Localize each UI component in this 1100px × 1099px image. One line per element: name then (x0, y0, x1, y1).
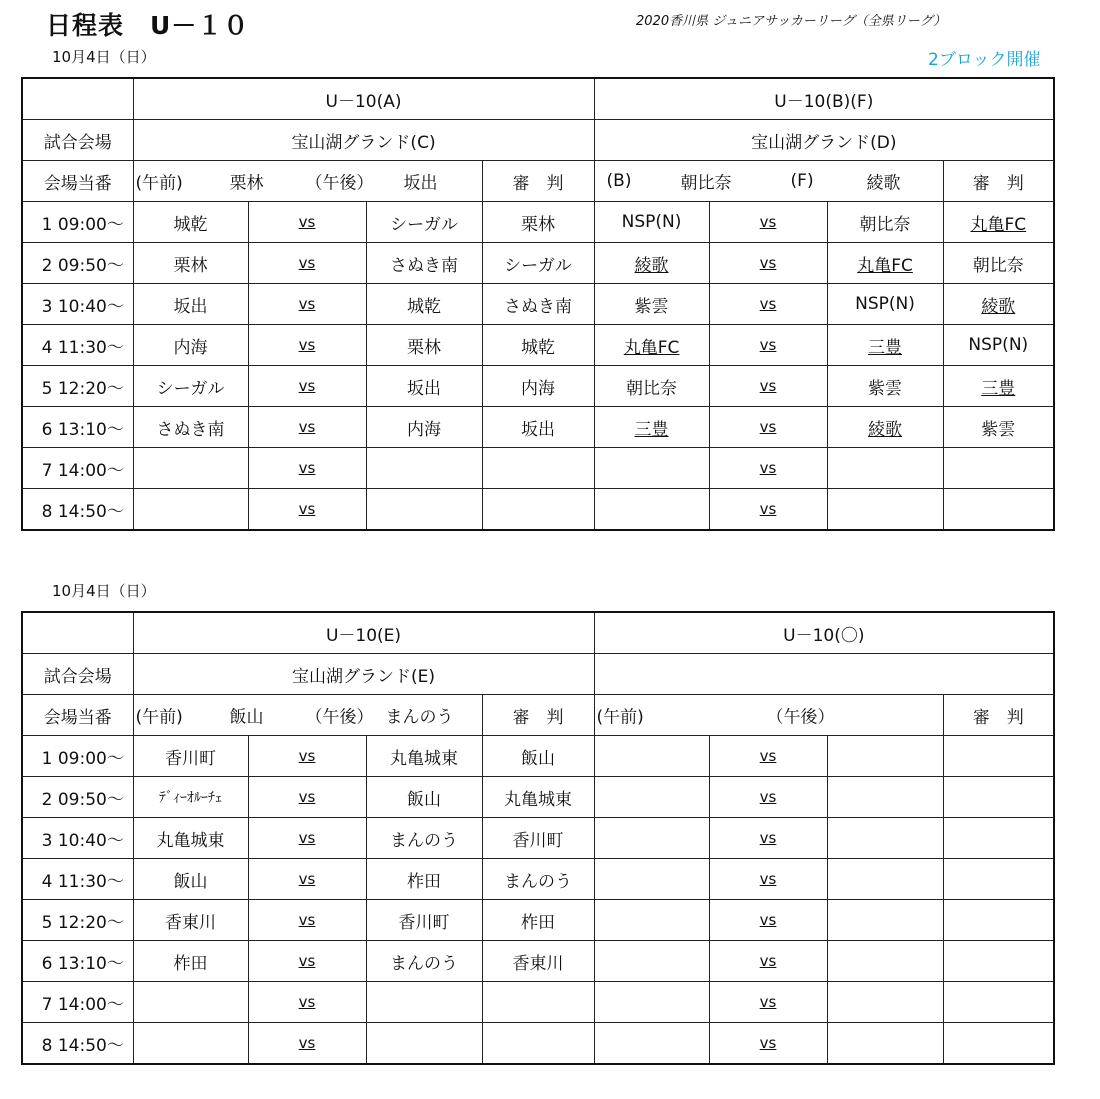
referee-team: まんのう (482, 859, 594, 900)
corner-cell (22, 78, 133, 120)
home-team (594, 941, 709, 982)
f-label: (F) (790, 171, 814, 191)
b-team: 朝比奈 (680, 173, 732, 194)
block-title-e: U－10(E) (133, 612, 594, 654)
vs-text: vs (759, 747, 777, 765)
vs-text: vs (298, 254, 316, 272)
referee-team: 朝比奈 (943, 243, 1054, 284)
pm-label: （午後） (766, 707, 835, 728)
home-team: 丸亀城東 (133, 818, 248, 859)
table-row (22, 243, 1054, 284)
away-team: 城乾 (366, 284, 482, 325)
duty-label: 会場当番 (22, 161, 133, 202)
away-team: NSP(N) (827, 284, 943, 325)
home-team: 朝比奈 (594, 366, 709, 407)
home-team (133, 1023, 248, 1065)
home-team (594, 900, 709, 941)
vs-text: vs (298, 870, 316, 888)
time-slot: 8 14:50～ (22, 489, 133, 531)
referee-team: 栗林 (482, 202, 594, 243)
table-row (22, 982, 1054, 1023)
am-team: 栗林 (229, 173, 264, 194)
referee-team: 香川町 (482, 818, 594, 859)
duty-bf (594, 161, 943, 202)
corner-cell (22, 612, 133, 654)
away-team: 柞田 (366, 859, 482, 900)
time-slot: 3 10:40～ (22, 284, 133, 325)
away-team: 坂出 (366, 366, 482, 407)
venue-e: 宝山湖グランド(E) (133, 654, 594, 695)
home-team (133, 448, 248, 489)
away-team: 紫雲 (827, 366, 943, 407)
vs-text: vs (759, 911, 777, 929)
time-slot: 1 09:00～ (22, 736, 133, 777)
vs-label (248, 448, 366, 489)
home-team (594, 777, 709, 818)
home-team: 城乾 (133, 202, 248, 243)
referee-team (943, 448, 1054, 489)
table-row (22, 284, 1054, 325)
home-team: 綾歌 (594, 243, 709, 284)
venue-bf: 宝山湖グランド(D) (594, 120, 1054, 161)
vs-text: vs (298, 377, 316, 395)
table-row (22, 777, 1054, 818)
schedule-table-bottom (21, 611, 1055, 1065)
vs-text: vs (759, 1034, 777, 1052)
home-team: ﾃﾞｨｰｵﾙｰﾁｪ (133, 777, 248, 818)
vs-text: vs (298, 1034, 316, 1052)
away-team (366, 489, 482, 531)
vs-label (709, 325, 827, 366)
away-team (827, 859, 943, 900)
duty-label: 会場当番 (22, 695, 133, 736)
away-team (827, 818, 943, 859)
vs-label (709, 777, 827, 818)
block-title-a: U－10(A) (133, 78, 594, 120)
vs-label (709, 489, 827, 531)
table-row (22, 900, 1054, 941)
referee-team: 香東川 (482, 941, 594, 982)
date-bottom: 10月4日（日） (52, 582, 156, 600)
venue-o (594, 654, 1054, 695)
pm-team: まんのう (385, 707, 454, 728)
referee-team (943, 941, 1054, 982)
block-title-o: U－10(〇) (594, 612, 1054, 654)
time-slot: 6 13:10～ (22, 407, 133, 448)
referee-header: 審 判 (482, 161, 594, 202)
duty-o (594, 695, 943, 736)
vs-label (248, 407, 366, 448)
vs-text: vs (298, 829, 316, 847)
away-team: 飯山 (366, 777, 482, 818)
away-team (827, 982, 943, 1023)
referee-team: 内海 (482, 366, 594, 407)
vs-label (248, 284, 366, 325)
away-team: 朝比奈 (827, 202, 943, 243)
away-team (827, 736, 943, 777)
away-team: 香川町 (366, 900, 482, 941)
venue-a: 宝山湖グランド(C) (133, 120, 594, 161)
referee-team: 丸亀FC (943, 202, 1054, 243)
home-team: NSP(N) (594, 202, 709, 243)
f-team: 綾歌 (866, 173, 901, 194)
away-team: 丸亀城東 (366, 736, 482, 777)
referee-team (943, 859, 1054, 900)
home-team (133, 982, 248, 1023)
referee-header: 審 判 (943, 161, 1054, 202)
away-team: 内海 (366, 407, 482, 448)
home-team: 内海 (133, 325, 248, 366)
time-slot: 2 09:50～ (22, 777, 133, 818)
table-row (22, 736, 1054, 777)
away-team: まんのう (366, 818, 482, 859)
home-team (594, 736, 709, 777)
referee-team: 紫雲 (943, 407, 1054, 448)
referee-team: 三豊 (943, 366, 1054, 407)
vs-text: vs (298, 911, 316, 929)
vs-text: vs (759, 993, 777, 1011)
away-team (827, 777, 943, 818)
home-team: シーガル (133, 366, 248, 407)
away-team (827, 489, 943, 531)
referee-team: 柞田 (482, 900, 594, 941)
referee-header: 審 判 (943, 695, 1054, 736)
away-team: さぬき南 (366, 243, 482, 284)
am-label: (午前) (596, 707, 644, 728)
vs-text: vs (298, 213, 316, 231)
table-row (22, 325, 1054, 366)
away-team (827, 941, 943, 982)
league-name: 2020香川県 ジュニアサッカーリーグ（全県リーグ） (636, 14, 947, 29)
home-team (133, 489, 248, 531)
referee-team: 坂出 (482, 407, 594, 448)
away-team (827, 448, 943, 489)
home-team: さぬき南 (133, 407, 248, 448)
vs-label (709, 284, 827, 325)
away-team (366, 448, 482, 489)
table-row (22, 859, 1054, 900)
duty-e (133, 695, 482, 736)
away-team: 三豊 (827, 325, 943, 366)
vs-label (248, 941, 366, 982)
referee-team (943, 777, 1054, 818)
referee-team (482, 448, 594, 489)
time-slot: 3 10:40～ (22, 818, 133, 859)
home-team (594, 818, 709, 859)
time-slot: 4 11:30～ (22, 859, 133, 900)
time-slot: 5 12:20～ (22, 900, 133, 941)
away-team: シーガル (366, 202, 482, 243)
vs-text: vs (759, 377, 777, 395)
vs-text: vs (759, 952, 777, 970)
vs-text: vs (759, 336, 777, 354)
away-team (827, 900, 943, 941)
am-label: (午前) (135, 707, 183, 728)
home-team (594, 489, 709, 531)
am-label: (午前) (135, 173, 183, 194)
home-team (594, 982, 709, 1023)
home-team: 丸亀FC (594, 325, 709, 366)
referee-header: 審 判 (482, 695, 594, 736)
table-row (22, 366, 1054, 407)
referee-team: シーガル (482, 243, 594, 284)
vs-text: vs (759, 254, 777, 272)
vs-text: vs (759, 459, 777, 477)
vs-label (248, 982, 366, 1023)
vs-text: vs (759, 418, 777, 436)
home-team: 坂出 (133, 284, 248, 325)
page-title: 日程表 U－１０ (46, 11, 250, 40)
vs-label (709, 736, 827, 777)
vs-label (709, 941, 827, 982)
vs-label (709, 982, 827, 1023)
home-team (594, 1023, 709, 1065)
referee-team (482, 1023, 594, 1065)
vs-label (709, 859, 827, 900)
referee-team (943, 900, 1054, 941)
referee-team (943, 1023, 1054, 1065)
time-slot: 2 09:50～ (22, 243, 133, 284)
vs-text: vs (298, 993, 316, 1011)
vs-label (709, 448, 827, 489)
blocks-note: 2ブロック開催 (928, 50, 1041, 70)
vs-text: vs (298, 459, 316, 477)
away-team (366, 1023, 482, 1065)
duty-a (133, 161, 482, 202)
vs-label (709, 366, 827, 407)
table-row (22, 202, 1054, 243)
vs-label (248, 859, 366, 900)
vs-label (709, 818, 827, 859)
time-slot: 4 11:30～ (22, 325, 133, 366)
away-team (827, 1023, 943, 1065)
referee-team (943, 489, 1054, 531)
vs-text: vs (759, 870, 777, 888)
vs-label (248, 243, 366, 284)
referee-team: 綾歌 (943, 284, 1054, 325)
away-team: 丸亀FC (827, 243, 943, 284)
home-team: 栗林 (133, 243, 248, 284)
referee-team (943, 818, 1054, 859)
vs-label (248, 736, 366, 777)
referee-team: 丸亀城東 (482, 777, 594, 818)
time-slot: 7 14:00～ (22, 982, 133, 1023)
referee-team (482, 982, 594, 1023)
away-team: 栗林 (366, 325, 482, 366)
vs-label (248, 1023, 366, 1065)
vs-text: vs (298, 788, 316, 806)
referee-team: さぬき南 (482, 284, 594, 325)
vs-text: vs (759, 500, 777, 518)
vs-label (248, 818, 366, 859)
referee-team: 城乾 (482, 325, 594, 366)
vs-label (709, 202, 827, 243)
pm-label: （午後） (305, 173, 374, 194)
home-team (594, 859, 709, 900)
time-slot: 1 09:00～ (22, 202, 133, 243)
block-title-bf: U－10(B)(F) (594, 78, 1054, 120)
pm-team: 坂出 (403, 173, 438, 194)
away-team (366, 982, 482, 1023)
away-team: まんのう (366, 941, 482, 982)
venue-label: 試合会場 (22, 654, 133, 695)
home-team: 香東川 (133, 900, 248, 941)
vs-label (709, 243, 827, 284)
vs-label (248, 489, 366, 531)
home-team: 柞田 (133, 941, 248, 982)
away-team: 綾歌 (827, 407, 943, 448)
vs-text: vs (759, 213, 777, 231)
home-team: 飯山 (133, 859, 248, 900)
table-row (22, 489, 1054, 531)
vs-text: vs (298, 418, 316, 436)
vs-label (709, 407, 827, 448)
home-team: 三豊 (594, 407, 709, 448)
pm-label: （午後） (305, 707, 374, 728)
home-team: 香川町 (133, 736, 248, 777)
vs-label (709, 900, 827, 941)
table-row (22, 818, 1054, 859)
time-slot: 6 13:10～ (22, 941, 133, 982)
vs-text: vs (298, 336, 316, 354)
vs-label (248, 366, 366, 407)
venue-label: 試合会場 (22, 120, 133, 161)
time-slot: 8 14:50～ (22, 1023, 133, 1065)
referee-team (943, 982, 1054, 1023)
vs-label (709, 1023, 827, 1065)
date-top: 10月4日（日） (52, 48, 156, 66)
vs-label (248, 202, 366, 243)
home-team (594, 448, 709, 489)
vs-text: vs (298, 295, 316, 313)
time-slot: 5 12:20～ (22, 366, 133, 407)
referee-team: NSP(N) (943, 325, 1054, 366)
referee-team: 飯山 (482, 736, 594, 777)
vs-text: vs (759, 295, 777, 313)
am-team: 飯山 (229, 707, 264, 728)
vs-text: vs (759, 829, 777, 847)
vs-text: vs (298, 500, 316, 518)
vs-label (248, 900, 366, 941)
vs-text: vs (759, 788, 777, 806)
vs-text: vs (298, 747, 316, 765)
table-row (22, 941, 1054, 982)
table-row (22, 448, 1054, 489)
schedule-table-top (21, 77, 1055, 531)
b-label: (B) (606, 171, 632, 191)
vs-label (248, 777, 366, 818)
referee-team (943, 736, 1054, 777)
time-slot: 7 14:00～ (22, 448, 133, 489)
home-team: 紫雲 (594, 284, 709, 325)
referee-team (482, 489, 594, 531)
vs-label (248, 325, 366, 366)
vs-text: vs (298, 952, 316, 970)
table-row (22, 1023, 1054, 1065)
table-row (22, 407, 1054, 448)
